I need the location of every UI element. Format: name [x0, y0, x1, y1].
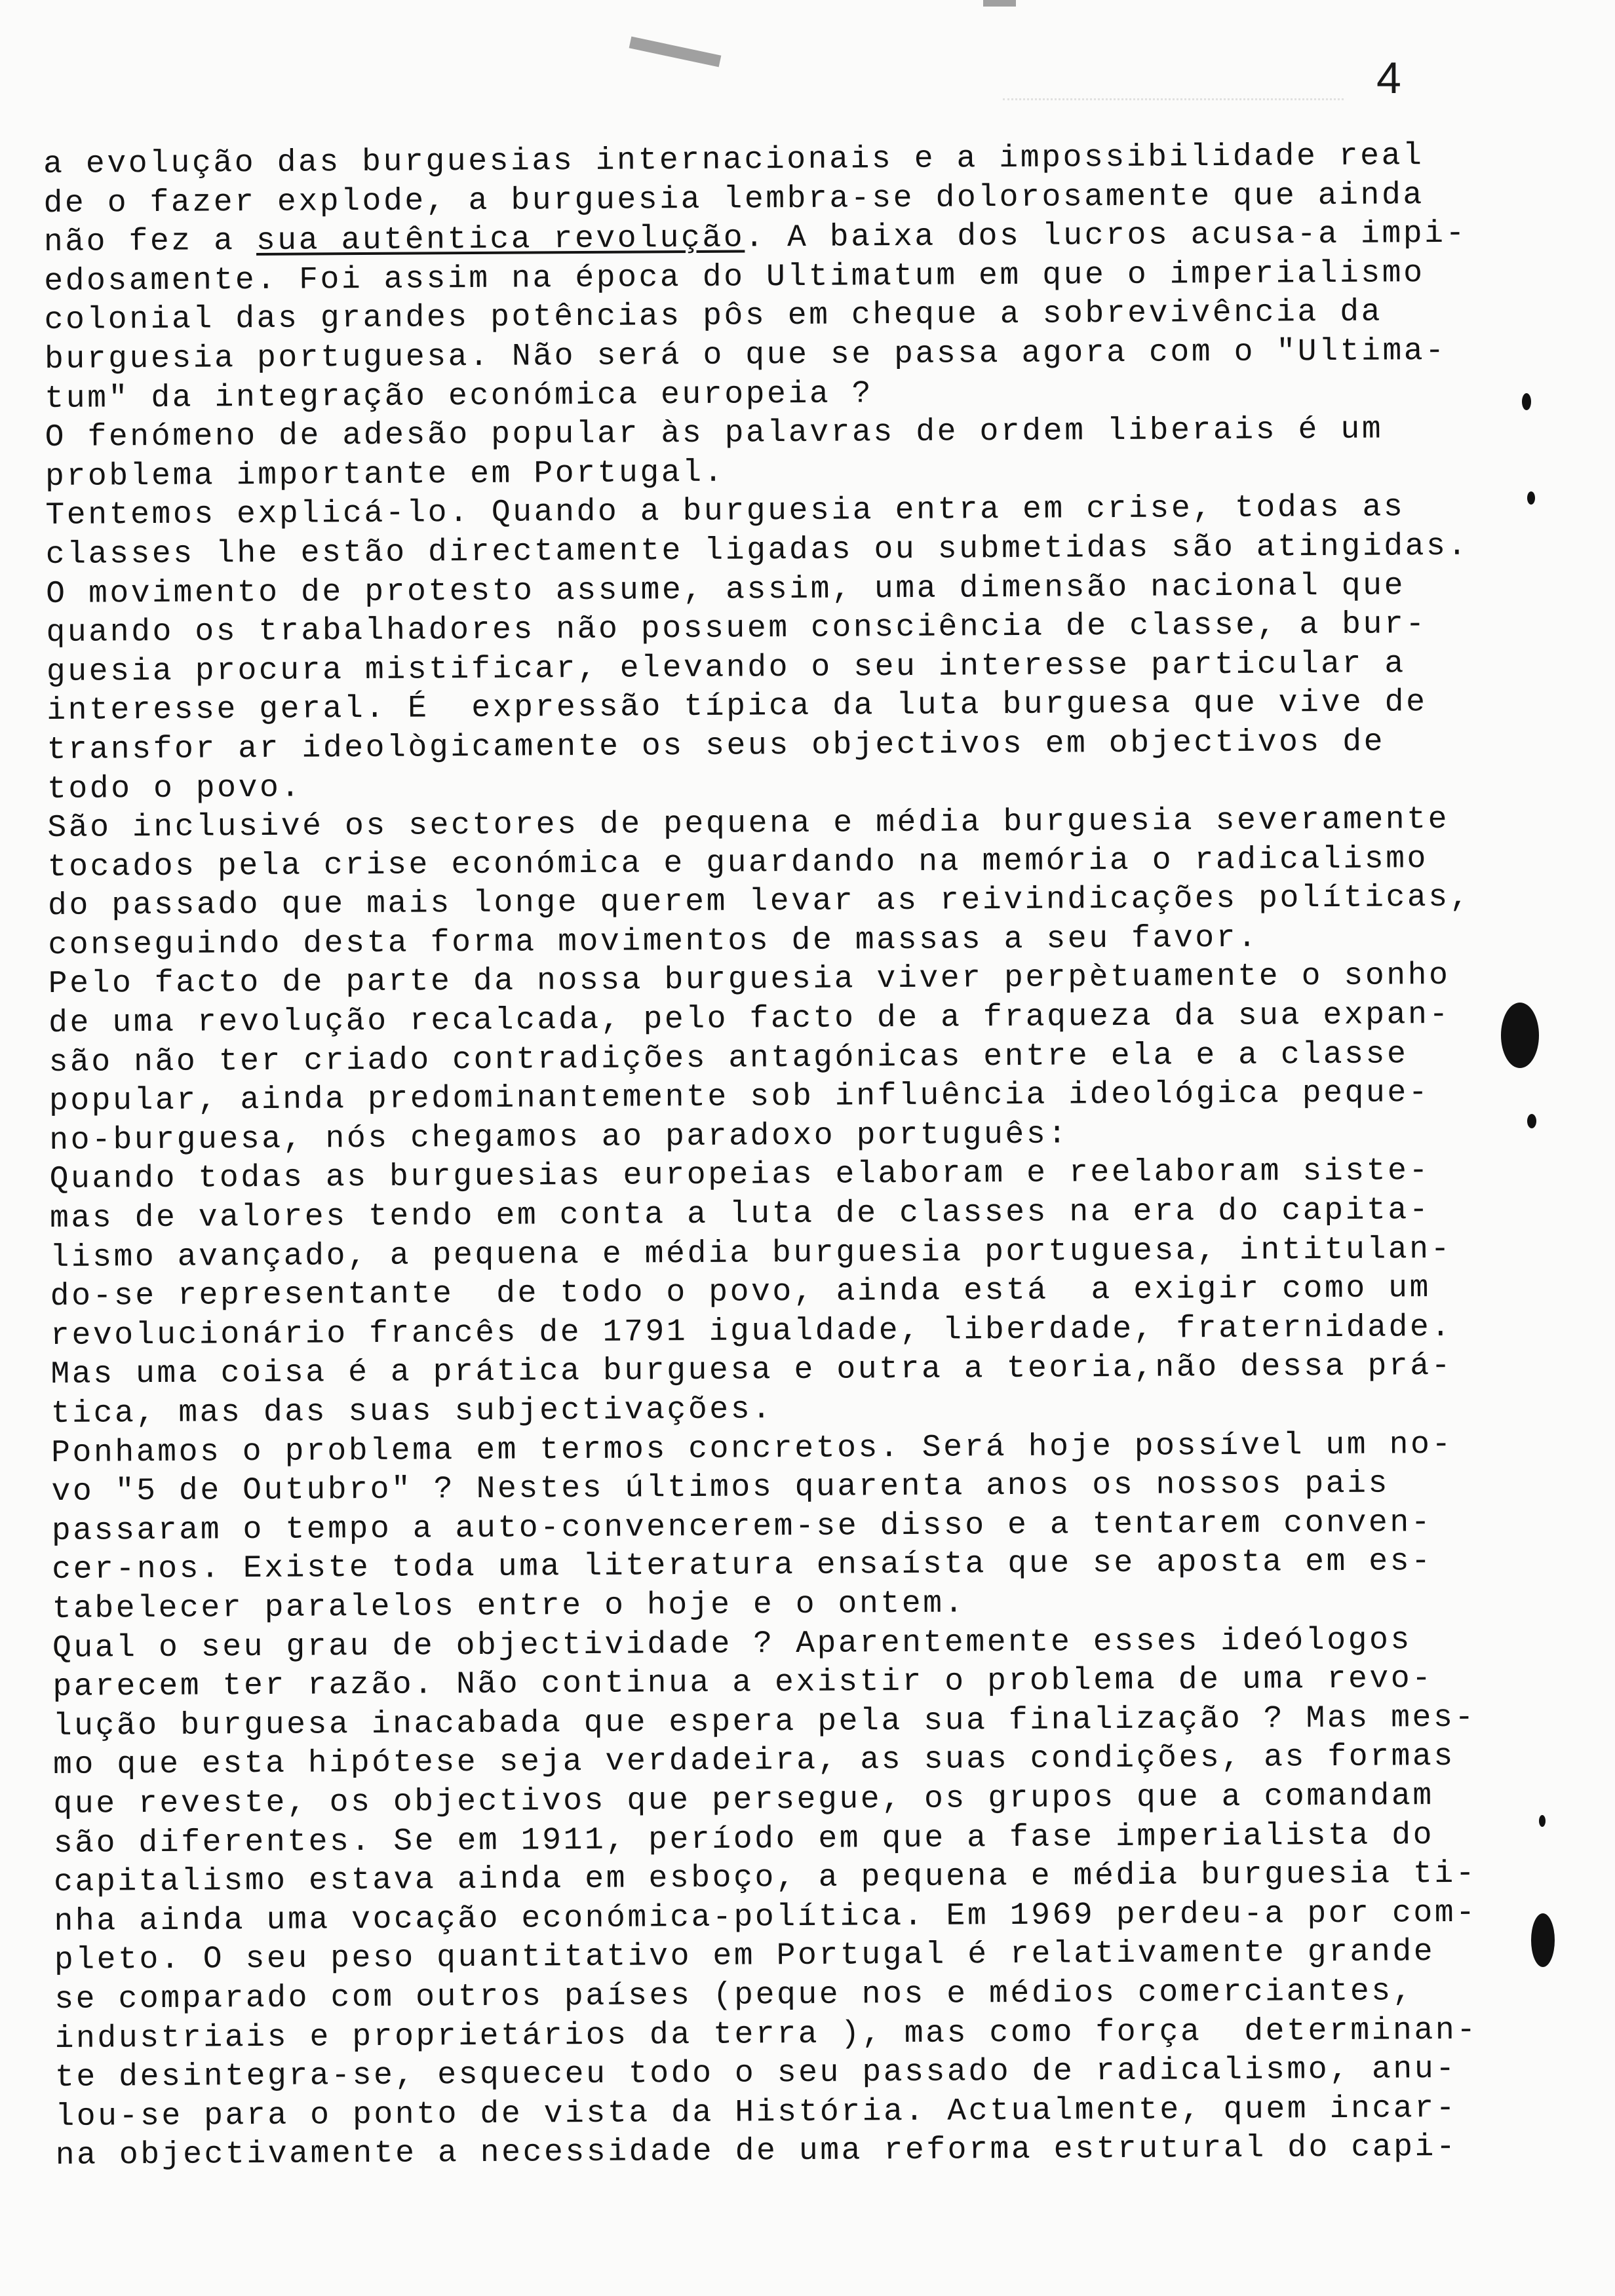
text-line: tocados pela crise económica e guardando na memória o radicalismo — [47, 841, 1429, 885]
text-line: colonial das grandes potências pôs em cheque a sobrevivência da — [44, 294, 1383, 339]
text-line: burguesia portuguesa. Não será o que se passa agora com o "Ultima- — [44, 333, 1447, 377]
body-text — [43, 137, 1478, 2176]
text-line: Pelo facto de parte da nossa burguesia viver perpètuamente o sonho — [48, 958, 1450, 1003]
text-line: transfor ar ideològicamente os seus objectivos em objectivos de — [47, 724, 1386, 768]
text-line: parecem ter razão. Não continua a existir o problema de uma revo- — [52, 1661, 1433, 1706]
text-line: são diferentes. Se em 1911, período em que a fase imperialista do — [53, 1817, 1435, 1862]
text-line: Mas uma coisa é a prática burguesa e outra a teoria,não dessa prá- — [50, 1349, 1453, 1393]
text-line: capitalismo estava ainda em esboço, a pequena e média burguesia ti- — [54, 1856, 1477, 1901]
ink-blot — [1522, 393, 1531, 410]
text-line: Qual o seu grau de objectividade ? Aparentemente esses ideólogos — [52, 1622, 1412, 1666]
text-line: revolucionário francês de 1791 igualdade, liberdade, fraternidade. — [50, 1309, 1452, 1354]
text-line: a evolução das burguesias internacionais e a impossibilidade real — [43, 138, 1424, 182]
text-line: lou-se para o ponto de vista da História. Actualmente, quem incar- — [55, 2090, 1458, 2135]
page-number: 4 — [1376, 53, 1401, 103]
text-line: no-burguesa, nós chegamos ao paradoxo português: — [49, 1117, 1069, 1158]
ink-blot — [1539, 1815, 1546, 1827]
text-line: São inclusivé os sectores de pequena e média burguesia severamente — [47, 802, 1450, 847]
text-line: que reveste, os objectivos que persegue, os grupos que a comandam — [53, 1778, 1434, 1822]
text-line: do-se representante de todo o povo, ainda está a exigir como um — [50, 1271, 1431, 1315]
text-line: classes lhe estão directamente ligadas ou submetidas são atingidas. — [45, 528, 1469, 573]
text-line: não fez a sua autêntica revolução. A baixa dos lucros acusa-a impi- — [43, 216, 1468, 261]
text-line: quando os trabalhadores não possuem consciência de classe, a bur- — [46, 607, 1427, 651]
text-line: de uma revolução recalcada, pelo facto de a fraqueza da sua expan- — [49, 997, 1451, 1042]
text-line: lismo avançado, a pequena e média burguesia portuguesa, intitulan- — [50, 1231, 1452, 1276]
text-line: vo "5 de Outubro" ? Nestes últimos quarenta anos os nossos pais — [51, 1466, 1390, 1510]
text-line: industriais e proprietários da terra ), mas como força determinan- — [54, 2012, 1478, 2057]
scan-smudge — [629, 37, 722, 67]
text-line: todo o povo. — [47, 770, 303, 807]
underlined-phrase: sua autêntica revolução — [256, 220, 745, 259]
text-line: tica, mas das suas subjectivações. — [50, 1392, 773, 1432]
text-line: edosamente. Foi assim na época do Ultimatum em que o imperialismo — [44, 255, 1425, 299]
text-line: problema importante em Portugal. — [45, 455, 726, 495]
text-line: pleto. O seu peso quantitativo em Portugal é relativamente grande — [54, 1934, 1435, 1979]
text-line: tum" da integração económica europeia ? — [45, 375, 874, 417]
scan-smudge — [983, 0, 1016, 7]
text-line: na objectivamente a necessidade de uma reforma estrutural do capi- — [55, 2130, 1458, 2174]
text-line: lução burguesa inacabada que espera pela sua finalização ? Mas mes- — [52, 1700, 1476, 1744]
text-line: guesia procura mistificar, elevando o seu interesse particular a — [46, 646, 1406, 690]
ink-blot — [1501, 1003, 1539, 1068]
text-line: tabelecer paralelos entre o hoje e o ontem. — [52, 1586, 966, 1627]
text-line: Tentemos explicá-lo. Quando a burguesia entra em crise, todas as — [45, 489, 1405, 534]
text-line: nha ainda uma vocação económica-política. Em 1969 perdeu-a por com- — [54, 1895, 1477, 1940]
text-line: te desintegra-se, esqueceu todo o seu passado de radicalismo, anu- — [54, 2051, 1457, 2096]
text-line: O movimento de protesto assume, assim, uma dimensão nacional que — [46, 567, 1406, 612]
text-line: de o fazer explode, a burguesia lembra-se dolorosamente que ainda — [43, 177, 1424, 221]
text-line: passaram o tempo a auto-convencerem-se disso e a tentarem conven- — [51, 1504, 1433, 1549]
text-line: mo que esta hipótese seja verdadeira, as suas condições, as formas — [52, 1739, 1455, 1784]
text-line: mas de valores tendo em conta a luta de classes na era do capita- — [49, 1193, 1431, 1237]
ink-blot — [1527, 1114, 1536, 1128]
text-line: se comparado com outros países (peque nos e médios comerciantes, — [54, 1974, 1414, 2018]
text-line: interesse geral. É expressão típica da luta burguesa que vive de — [47, 685, 1428, 729]
text-line: popular, ainda predominantemente sob influência ideológica peque- — [49, 1075, 1430, 1120]
ink-blot — [1527, 491, 1535, 505]
text-line: do passado que mais longe querem levar as reivindicações políticas, — [47, 879, 1471, 925]
text-line: conseguindo desta forma movimentos de massas a seu favor. — [48, 920, 1259, 963]
text-line: Quando todas as burguesias europeias elaboram e reelaboram siste- — [49, 1153, 1431, 1198]
text-line: são não ter criado contradições antagónicas entre ela e a classe — [49, 1036, 1409, 1081]
text-line: O fenómeno de adesão popular às palavras de ordem liberais é um — [45, 411, 1384, 456]
text-line: Ponhamos o problema em termos concretos. Será hoje possível um no- — [51, 1426, 1454, 1471]
text-line: cer-nos. Existe toda uma literatura ensaísta que se aposta em es- — [52, 1544, 1433, 1588]
ink-blot — [1531, 1913, 1555, 1967]
